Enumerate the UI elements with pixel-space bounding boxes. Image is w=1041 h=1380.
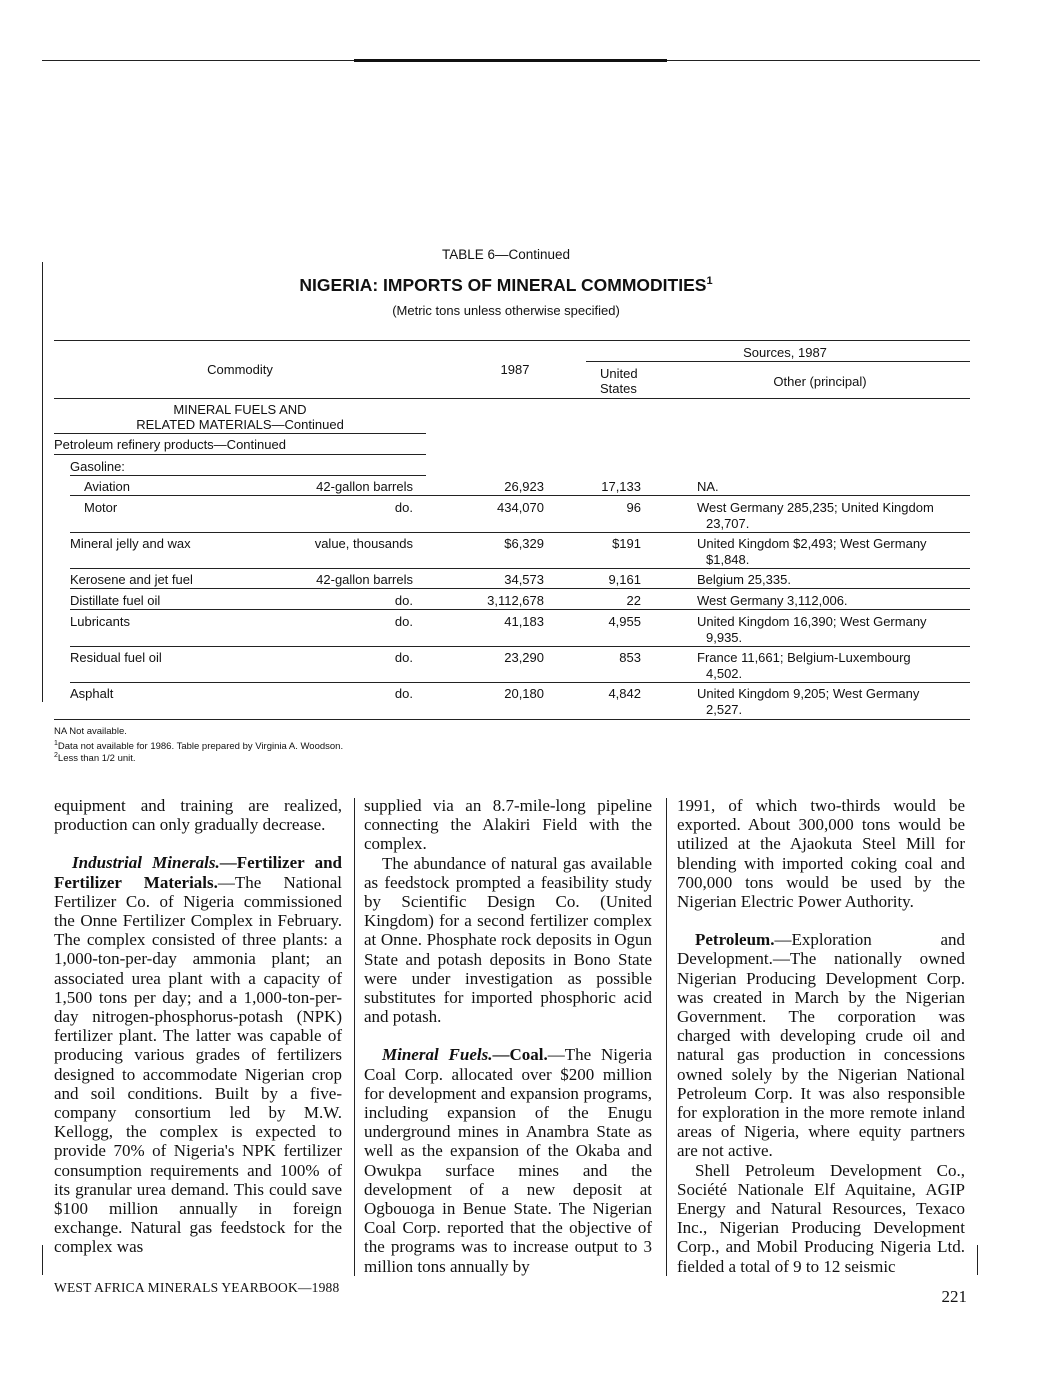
row-commodity: Asphalt <box>70 686 114 701</box>
column-left-edge <box>42 1245 43 1275</box>
row-unit: 42-gallon barrels <box>316 479 413 494</box>
header-commodity: Commodity <box>207 362 273 377</box>
table-title-footnote-mark: 1 <box>706 275 713 287</box>
row-value: 26,923 <box>504 479 544 494</box>
row-us: $191 <box>612 536 641 551</box>
row-unit: do. <box>394 500 413 515</box>
row-unit: do. <box>394 593 413 608</box>
group-label: Petroleum refinery products—Continued <box>54 437 286 452</box>
row-other: United Kingdom 9,205; West Germany <box>697 686 920 701</box>
header-united: United <box>600 366 638 381</box>
section-line1: MINERAL FUELS AND <box>173 402 307 417</box>
row-value: 3,112,678 <box>487 593 544 608</box>
header-top-rule <box>54 340 970 341</box>
paragraph <box>364 1045 652 1275</box>
text-column-3 <box>677 796 965 1276</box>
table-label: TABLE 6—Continued <box>441 247 571 262</box>
row-other-cont: 23,707. <box>706 516 750 531</box>
page-number: 221 <box>941 1287 967 1306</box>
row-commodity: Kerosene and jet fuel <box>70 572 193 587</box>
row-rule <box>70 532 970 533</box>
subheading-mineral-fuels: Mineral Fuels. <box>382 1045 493 1065</box>
row-value: 434,070 <box>497 500 544 515</box>
footnote-1-text: Data not available for 1986. Table prepared by Virginia A. Woodson. <box>57 741 344 753</box>
row-unit: do. <box>394 650 413 665</box>
table-bottom-rule <box>54 719 970 720</box>
row-unit: value, thousands <box>314 536 413 551</box>
row-rule <box>70 568 970 569</box>
header-other: Other (principal) <box>773 374 867 389</box>
row-rule <box>70 588 970 589</box>
section-line2: RELATED MATERIALS—Continued <box>136 417 344 432</box>
footnote-1-mark: 1 <box>54 740 58 747</box>
row-unit: do. <box>394 686 413 701</box>
row-other: United Kingdom 16,390; West Germany <box>697 614 927 629</box>
top-rule-heavy <box>354 59 667 62</box>
column-right-edge <box>977 1245 978 1275</box>
text-column-1 <box>54 796 342 1257</box>
footnote-2-text: Less than 1/2 unit. <box>57 753 136 765</box>
row-rule <box>70 495 970 496</box>
subheading-fertilizer: —Fertilizer and Fertilizer Materials. <box>54 853 342 892</box>
row-commodity: Lubricants <box>70 614 130 629</box>
row-commodity: Motor <box>84 500 118 515</box>
table-title-text: NIGERIA: IMPORTS OF MINERAL COMMODITIES <box>299 274 707 295</box>
paragraph: equipment and training are realized, production can only gradually decrease. <box>54 796 342 835</box>
row-unit: do. <box>394 614 413 629</box>
row-value: $6,329 <box>504 536 544 551</box>
table-title <box>42 270 970 296</box>
row-rule <box>70 682 970 683</box>
header-1987: 1987 <box>500 362 530 377</box>
paragraph-text: —Exploration and Development.—The nationally owned Nigerian Producing Development Corp. was created in March by the Nigerian Government. The corporation was charged with developing crude oil and natural gas production in concessions owned solely by the Nigerian National Petroleum Corp. It was also responsible for exploration in the more remote inland areas of Nigeria, where equity partners are not active. <box>677 930 965 1161</box>
row-value: 23,290 <box>504 650 544 665</box>
row-us: 9,161 <box>608 572 641 587</box>
row-us: 4,842 <box>608 686 641 701</box>
row-us: 4,955 <box>608 614 641 629</box>
footer-yearbook-title: WEST AFRICA MINERALS YEARBOOK—1988 <box>54 1280 340 1295</box>
subheading-coal: —Coal. <box>492 1045 548 1065</box>
row-commodity: Residual fuel oil <box>70 650 162 665</box>
row-other-cont: 4,502. <box>706 666 743 681</box>
row-value: 41,183 <box>504 614 544 629</box>
footnote-2 <box>54 750 136 765</box>
row-us: 96 <box>626 500 641 515</box>
table-subtitle: (Metric tons unless otherwise specified) <box>392 303 620 318</box>
text-column-2 <box>364 796 652 1276</box>
paragraph <box>54 853 342 1256</box>
column-divider-2 <box>666 798 667 1276</box>
footnote-2-mark: 2 <box>54 752 58 759</box>
row-commodity: Mineral jelly and wax <box>70 536 191 551</box>
paragraph <box>677 930 965 1160</box>
row-us: 17,133 <box>601 479 641 494</box>
row-value: 34,573 <box>504 572 544 587</box>
subheading-industrial-minerals: Industrial Minerals. <box>72 853 220 873</box>
row-other: France 11,661; Belgium-Luxembourg <box>697 650 911 665</box>
row-rule <box>70 646 970 647</box>
table-left-border <box>42 262 43 702</box>
subgroup-rule <box>70 475 426 476</box>
row-other: NA. <box>697 479 719 494</box>
column-divider-1 <box>354 798 355 1276</box>
row-other: West Germany 3,112,006. <box>697 593 848 608</box>
footnote-na: NA Not available. <box>54 726 127 737</box>
header-bottom-rule <box>54 398 970 399</box>
header-states: States <box>600 381 637 396</box>
row-commodity: Distillate fuel oil <box>70 593 161 608</box>
paragraph: 1991, of which two-thirds would be exported. About 300,000 tons would be utilized at the Ajaokuta Steel Mill for blending with imported coking coal and 700,000 tons would be used by the Nigerian Electric Power Authority. <box>677 796 965 912</box>
header-sources: Sources, 1987 <box>743 345 827 360</box>
row-us: 853 <box>619 650 641 665</box>
sources-rule <box>586 361 970 362</box>
row-value: 20,180 <box>504 686 544 701</box>
paragraph: The abundance of natural gas available as feedstock prompted a feasibility study by Scientific Design Co. (United Kingdom) for a second fertilizer complex at Onne. Phosphate rock deposits in Ogun State and potash deposits in Bono State were under investigation as possible substitutes for imported phosphoric acid and potash. <box>364 853 652 1027</box>
row-unit: 42-gallon barrels <box>316 572 413 587</box>
paragraph: supplied via an 8.7-mile-long pipeline connecting the Alakiri Field with the complex. <box>364 796 652 854</box>
row-us: 22 <box>626 593 641 608</box>
row-rule <box>70 609 970 610</box>
paragraph: Shell Petroleum Development Co., Société Nationale Elf Aquitaine, AGIP Energy and Natural Resources, Texaco Inc., Nigerian Producing Development Corp., and Mobil Producing Nigeria Ltd. fielded a total of 9 to 12 seismic <box>677 1160 965 1276</box>
subheading-petroleum: Petroleum. <box>695 930 775 950</box>
row-other: United Kingdom $2,493; West Germany <box>697 536 927 551</box>
paragraph-text: —The National Fertilizer Co. of Nigeria commissioned the Onne Fertilizer Complex in February. The complex consisted of three plants: a 1,000-ton-per-day ammonia plant; an associated urea plant with a capacity of 1,500 tons per day; and a 1,000-ton-per-day nitrogen-phosphorus-potash (NPK) fertilizer plant. The latter was capable of producing various grades of fertilizers designed to accommodate Nigerian crop and soil conditions. Built by a five-company consortium led by M.W. Kellogg, the complex is expected to provide 70% of Nigeria's NPK fertilizer consumption requirements and 100% of its granular urea demand. This could save $100 million annually in foreign exchange. Natural gas feedstock for the complex was <box>54 872 342 1257</box>
section-rule <box>54 433 426 434</box>
subgroup-label: Gasoline: <box>70 459 125 474</box>
row-commodity: Aviation <box>84 479 131 494</box>
row-other-cont: 2,527. <box>706 702 743 717</box>
row-other-cont: $1,848. <box>706 552 750 567</box>
group-rule <box>54 454 426 455</box>
paragraph-text: —The Nigeria Coal Corp. allocated over $200 million for development and expansion programs, including expansion of the Enugu underground mines in Anambra State as well as the expansion of the Okaba and Owukpa surface mines and the development of a new deposit at Ogbouoga in Benue State. The Nigerian Coal Corp. reported that the objective of the programs was to increase output to 3 million tons annually by <box>364 1045 653 1276</box>
row-other-cont: 9,935. <box>706 630 743 645</box>
row-other: Belgium 25,335. <box>697 572 791 587</box>
row-other: West Germany 285,235; United Kingdom <box>697 500 934 515</box>
